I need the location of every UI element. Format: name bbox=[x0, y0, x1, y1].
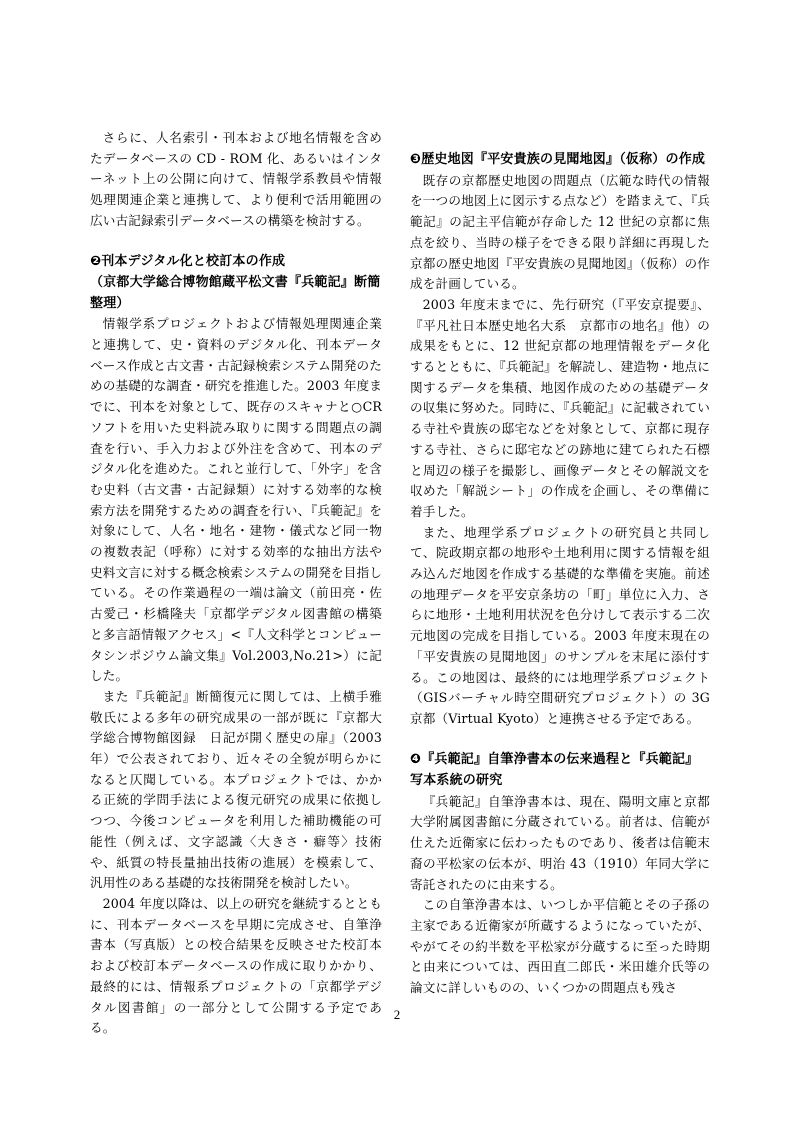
section-2-paragraph-1: 情報学系プロジェクトおよび情報処理関連企業と連携して、史・資料のデジタル化、刊本データベース作成と古文書・古記録検索システム開発のための基礎的な調査・研究を推進した。2003 年度までに、刊本を対象として、既存のスキャナと○CRソフトを用いた史料読み取りに関する問題点の調査を行い、手入力および外注を含めて、刊本のデジタル化を進めた。これと並行して、「外字」を含む史料（古文書・古記録類）に対する効率的な検索方法を開発するための調査を行い、『兵範記』を対象にして、人名・地名・建物・儀式など同一物の複数表記（呼称）に対する効率的な抽出方法や史料文言に対する概念検索システムの開発を目指している。その作業過程の一端は論文（前田亮・佐古愛己・杉橋隆夫「京都学デジタル図書館の構築と多言語情報アクセス」<『人文科学とコンピュータシンポジウム論文集』Vol.2003,No.21>）に記した。 bbox=[90, 316, 382, 684]
section-4-paragraph-1: 『兵範記』自筆浄書本は、現在、陽明文庫と京都大学附属図書館に分蔵されている。前者は、信範が仕えた近衛家に伝わったものであり、後者は信範末裔の平松家の伝本が、明治 43（1910）年同大学に寄託されたのに由来する。 bbox=[410, 793, 710, 892]
intro-paragraph: さらに、人名索引・刊本および地名情報を含めたデータベースの CD - ROM 化、あるいはインターネット上の公開に向けて、情報学系教員や情報処理関連企業と連携して、より便利で活用範囲の広い古記録索引データベースの構築を検討する。 bbox=[90, 130, 382, 228]
section-2-paragraph-2: また『兵範記』断簡復元に関しては、上横手雅敬氏による多年の研究成果の一部が既に『京都大学総合博物館図録 日記が開く歴史の扉』（2003 年）で公表されており、近々その全貌が明らかになると仄聞している。本プロジェクトでは、かかる正統的学問手法による復元研究の成果に依拠しつつ、今後コンピュータを利用した補助機能の可能性（例えば、文字認識〈大きさ・癖等〉技術や、紙質の特長量抽出技術の進展）を模索して、汎用性のある基礎的な技術開発を検討したい。 bbox=[90, 688, 382, 891]
right-column bbox=[410, 150, 710, 999]
section-3-paragraph-1: 既存の京都歴史地図の問題点（広範な時代の情報を一つの地図上に図示する点など）を踏まえて、『兵範記』の記主平信範が存命した 12 世紀の京都に焦点を絞り、当時の様子をできる限り詳細に再現した京都の歴史地図『平安貴族の見聞地図』（仮称）の作成を計画している。 bbox=[410, 172, 710, 292]
spacer bbox=[410, 730, 710, 751]
section-3-paragraph-3: また、地理学系プロジェクトの研究員と共同して、院政期京都の地形や土地利用に関する情報を組み込んだ地図を作成する基礎的な準備を実施。前述の地理データを平安京条坊の「町」単位に入力、さらに地形・土地利用状況を色分けして表示する二次元地図の完成を目指している。2003 年度末現在の「平安貴族の見聞地図」のサンプルを末尾に添付する。この地図は、最終的には地理学系プロジェクト（GISバーチャル時空間研究プロジェクト）の 3G 京都（Virtual Kyoto）と連携させる予定である。 bbox=[410, 524, 710, 726]
section-3-paragraph-2: 2003 年度末までに、先行研究（『平安京提要』、『平凡社日本歴史地名大系 京都市の地名』他）の成果をもとに、12 世紀京都の地理情報をデータ化するとともに、『兵範記』を解読し、建造物・地点に関するデータを集積、地図作成のための基礎データの収集に努めた。同時に、『兵範記』に記載されている寺社や貴族の邸宅などを対象として、京都に現存する寺社、さらに邸宅などの跡地に建てられた石標と周辺の様子を撮影し、画像データとその解説文を収めた「解説シート」の作成を企画し、その準備に着手した。 bbox=[410, 296, 710, 519]
spacer bbox=[90, 232, 382, 253]
section-4-heading: ❹『兵範記』自筆浄書本の伝来過程と『兵範記』写本系統の研究 bbox=[410, 752, 699, 789]
section-3-heading: ❸歴史地図『平安貴族の見聞地図』（仮称）の作成 bbox=[410, 152, 706, 167]
section-2-heading: ❷刊本デジタル化と校訂本の作成 bbox=[90, 254, 286, 270]
section-4-paragraph-2: この自筆浄書本は、いつしか平信範とその子孫の主家である近衛家が所蔵するようになっていたが、やがてその約半数を平松家が分蔵するに至った時期と由来については、西田直二郎氏・米田雄介氏等の論文に詳しいものの、いくつかの問題点も残さ bbox=[410, 897, 710, 996]
page-number: 2 bbox=[393, 1007, 401, 1022]
section-2-paragraph-3: 2004 年度以降は、以上の研究を継続するとともに、刊本データベースを早期に完成させ、自筆浄書本（写真版）との校合結果を反映させた校訂本および校訂本データベースの作成に取りかかり、最終的には、情報系プロジェクトの「京都学デジタル図書館」の一部分として公開する予定である。 bbox=[90, 896, 382, 1036]
section-2-subheading: （京都大学総合博物館蔵平松文書『兵範記』断簡整理） bbox=[90, 274, 381, 311]
left-column bbox=[90, 128, 382, 1039]
